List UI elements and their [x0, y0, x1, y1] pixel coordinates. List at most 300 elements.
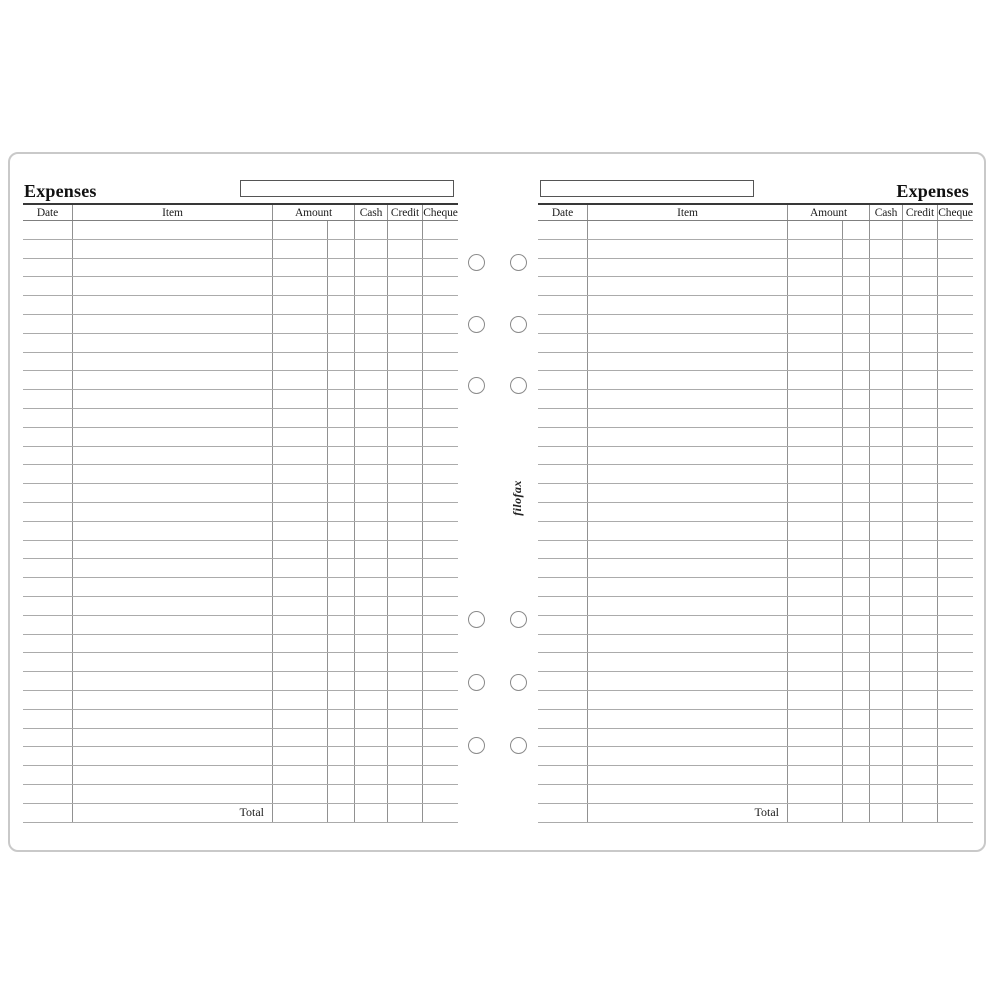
expense-cell	[788, 503, 843, 521]
expense-cell	[870, 710, 903, 728]
expense-cell	[938, 353, 973, 371]
expense-cell	[73, 390, 273, 408]
expense-cell	[870, 747, 903, 765]
expense-cell	[788, 729, 843, 747]
expense-cell	[355, 672, 388, 690]
expense-cell	[423, 484, 458, 502]
expense-cell	[23, 597, 73, 615]
expense-cell	[73, 691, 273, 709]
expense-row	[538, 785, 973, 804]
expense-cell	[273, 259, 328, 277]
expense-row	[538, 559, 973, 578]
expense-cell	[588, 484, 788, 502]
expense-cell	[538, 296, 588, 314]
expense-cell	[23, 541, 73, 559]
expense-cell	[843, 447, 870, 465]
expense-cell	[538, 428, 588, 446]
expense-cell	[388, 484, 423, 502]
expense-row	[23, 635, 458, 654]
total-credit-cell	[903, 804, 938, 822]
expense-row	[538, 578, 973, 597]
expense-cell	[388, 221, 423, 239]
expense-row	[538, 541, 973, 560]
expense-cell	[903, 371, 938, 389]
expense-cell	[903, 409, 938, 427]
expense-cell	[938, 635, 973, 653]
expense-row	[23, 259, 458, 278]
expense-cell	[903, 785, 938, 803]
expense-cell	[423, 259, 458, 277]
expense-cell	[355, 616, 388, 634]
expense-cell	[538, 691, 588, 709]
expense-cell	[423, 729, 458, 747]
col-header-credit: Credit	[388, 205, 423, 220]
expense-cell	[870, 597, 903, 615]
expense-cell	[423, 296, 458, 314]
expense-cell	[73, 522, 273, 540]
table-header	[23, 203, 458, 221]
expense-cell	[788, 240, 843, 258]
expense-cell	[538, 259, 588, 277]
expense-cell	[538, 465, 588, 483]
expense-cell	[538, 653, 588, 671]
expense-cell	[538, 353, 588, 371]
expense-cell	[355, 710, 388, 728]
expense-cell	[23, 691, 73, 709]
expense-cell	[870, 766, 903, 784]
expense-cell	[328, 672, 355, 690]
expense-cell	[903, 503, 938, 521]
expense-cell	[355, 277, 388, 295]
expense-cell	[903, 390, 938, 408]
filofax-logo: filofax	[510, 480, 524, 516]
expense-cell	[788, 277, 843, 295]
expense-cell	[73, 465, 273, 483]
expense-cell	[328, 259, 355, 277]
expense-cell	[328, 353, 355, 371]
expense-cell	[355, 729, 388, 747]
expense-cell	[273, 616, 328, 634]
expense-cell	[788, 353, 843, 371]
expense-cell	[903, 691, 938, 709]
expense-cell	[388, 729, 423, 747]
expense-cell	[73, 635, 273, 653]
expense-cell	[273, 578, 328, 596]
expense-cell	[903, 578, 938, 596]
expense-cell	[870, 785, 903, 803]
total-credit-cell	[388, 804, 423, 822]
expense-cell	[423, 334, 458, 352]
expense-cell	[788, 221, 843, 239]
expense-cell	[938, 259, 973, 277]
expense-cell	[355, 428, 388, 446]
expense-cell	[538, 616, 588, 634]
expense-cell	[903, 277, 938, 295]
expense-row	[23, 616, 458, 635]
expense-cell	[588, 353, 788, 371]
expense-cell	[870, 559, 903, 577]
expense-cell	[23, 334, 73, 352]
expense-cell	[588, 559, 788, 577]
expense-cell	[273, 409, 328, 427]
expense-cell	[355, 409, 388, 427]
expense-cell	[355, 785, 388, 803]
expense-cell	[538, 484, 588, 502]
expense-cell	[355, 296, 388, 314]
expense-cell	[328, 691, 355, 709]
expense-cell	[843, 785, 870, 803]
expense-cell	[273, 428, 328, 446]
expense-cell	[355, 559, 388, 577]
expense-cell	[788, 691, 843, 709]
expense-row	[23, 409, 458, 428]
expense-cell	[843, 428, 870, 446]
expense-cell	[388, 334, 423, 352]
expense-cell	[23, 390, 73, 408]
expense-row	[23, 766, 458, 785]
expense-row	[538, 484, 973, 503]
expense-cell	[273, 221, 328, 239]
expense-row	[538, 353, 973, 372]
expense-cell	[938, 729, 973, 747]
expense-cell	[538, 578, 588, 596]
expense-cell	[388, 409, 423, 427]
expense-cell	[538, 371, 588, 389]
expense-cell	[23, 240, 73, 258]
expense-cell	[788, 315, 843, 333]
expense-cell	[870, 259, 903, 277]
expense-cell	[538, 277, 588, 295]
expense-cell	[23, 559, 73, 577]
expense-cell	[538, 710, 588, 728]
expense-cell	[73, 428, 273, 446]
expense-cell	[328, 334, 355, 352]
expense-cell	[903, 240, 938, 258]
expense-cell	[938, 371, 973, 389]
expense-cell	[73, 710, 273, 728]
expense-cell	[388, 597, 423, 615]
expense-cell	[388, 296, 423, 314]
expense-cell	[938, 465, 973, 483]
expense-cell	[843, 240, 870, 258]
expense-cell	[843, 296, 870, 314]
expense-cell	[355, 315, 388, 333]
expense-cell	[273, 710, 328, 728]
expense-cell	[788, 465, 843, 483]
col-header-date: Date	[23, 205, 73, 220]
expense-cell	[788, 428, 843, 446]
expense-cell	[903, 597, 938, 615]
expense-cell	[328, 277, 355, 295]
expense-cell	[788, 371, 843, 389]
total-cheque-cell	[423, 804, 458, 822]
expense-cell	[388, 635, 423, 653]
expense-cell	[843, 522, 870, 540]
expense-cell	[423, 616, 458, 634]
expense-cell	[328, 315, 355, 333]
expense-cell	[843, 710, 870, 728]
expense-cell	[423, 277, 458, 295]
expense-cell	[588, 766, 788, 784]
expense-cell	[788, 390, 843, 408]
expense-cell	[588, 597, 788, 615]
expense-cell	[938, 559, 973, 577]
expense-cell	[423, 353, 458, 371]
expense-cell	[843, 729, 870, 747]
expense-cell	[355, 240, 388, 258]
page-title: Expenses	[896, 181, 969, 201]
expense-cell	[388, 428, 423, 446]
expense-cell	[328, 221, 355, 239]
expense-cell	[788, 785, 843, 803]
expense-cell	[328, 484, 355, 502]
expense-cell	[23, 710, 73, 728]
expense-cell	[23, 747, 73, 765]
col-header-cheque: Cheque	[938, 206, 973, 219]
expense-cell	[423, 428, 458, 446]
expense-cell	[588, 635, 788, 653]
expense-cell	[388, 353, 423, 371]
col-header-item: Item	[73, 205, 273, 220]
expense-cell	[423, 503, 458, 521]
expense-cell	[423, 691, 458, 709]
expense-cell	[843, 221, 870, 239]
expense-cell	[328, 503, 355, 521]
expense-cell	[870, 522, 903, 540]
expense-row	[538, 672, 973, 691]
expense-cell	[843, 653, 870, 671]
expense-cell	[355, 465, 388, 483]
expense-cell	[903, 616, 938, 634]
expense-cell	[423, 390, 458, 408]
total-item-cell	[73, 804, 273, 822]
expense-cell	[843, 353, 870, 371]
expense-cell	[588, 672, 788, 690]
expense-cell	[388, 447, 423, 465]
expense-cell	[273, 747, 328, 765]
expense-cell	[388, 503, 423, 521]
expense-cell	[73, 221, 273, 239]
expense-cell	[903, 635, 938, 653]
expense-cell	[538, 635, 588, 653]
expense-cell	[328, 541, 355, 559]
expense-cell	[73, 653, 273, 671]
expense-cell	[355, 353, 388, 371]
expense-cell	[938, 409, 973, 427]
expense-cell	[903, 710, 938, 728]
total-date-cell	[23, 804, 73, 822]
expense-cell	[843, 747, 870, 765]
expense-cell	[273, 691, 328, 709]
expense-cell	[870, 447, 903, 465]
expense-row	[23, 672, 458, 691]
col-header-credit: Credit	[903, 205, 938, 220]
expense-cell	[938, 221, 973, 239]
page-title: Expenses	[24, 181, 97, 201]
expense-cell	[73, 747, 273, 765]
expense-cell	[388, 465, 423, 483]
expense-cell	[538, 334, 588, 352]
expense-row	[538, 315, 973, 334]
expense-cell	[870, 371, 903, 389]
expense-cell	[23, 259, 73, 277]
expense-cell	[903, 428, 938, 446]
expense-cell	[23, 616, 73, 634]
expense-cell	[328, 766, 355, 784]
expense-row	[538, 503, 973, 522]
expense-cell	[388, 672, 423, 690]
expense-cell	[870, 390, 903, 408]
total-amount-cell	[788, 804, 843, 822]
expense-cell	[870, 616, 903, 634]
expense-cell	[938, 428, 973, 446]
period-entry-box[interactable]	[540, 180, 754, 197]
expense-cell	[588, 296, 788, 314]
expense-cell	[73, 578, 273, 596]
expense-cell	[903, 747, 938, 765]
expense-row	[23, 522, 458, 541]
expense-cell	[938, 691, 973, 709]
expense-cell	[73, 672, 273, 690]
expense-cell	[903, 296, 938, 314]
expense-cell	[843, 672, 870, 690]
expense-cell	[538, 785, 588, 803]
expense-row	[538, 277, 973, 296]
expense-cell	[23, 635, 73, 653]
expense-cell	[273, 240, 328, 258]
expense-cell	[73, 484, 273, 502]
expense-cell	[423, 465, 458, 483]
expense-cell	[73, 409, 273, 427]
expense-row	[23, 729, 458, 748]
expense-cell	[388, 766, 423, 784]
expense-row	[23, 390, 458, 409]
expense-cell	[788, 296, 843, 314]
total-amount-sub-cell	[328, 804, 355, 822]
expense-cell	[588, 390, 788, 408]
expense-cell	[23, 353, 73, 371]
expense-cell	[328, 710, 355, 728]
expense-cell	[870, 729, 903, 747]
expense-cell	[73, 597, 273, 615]
expense-cell	[273, 334, 328, 352]
expense-cell	[938, 597, 973, 615]
expense-cell	[423, 710, 458, 728]
expense-cell	[273, 465, 328, 483]
expense-row	[23, 371, 458, 390]
total-item-cell	[588, 804, 788, 822]
expense-row	[538, 334, 973, 353]
expense-cell	[870, 277, 903, 295]
expense-cell	[388, 315, 423, 333]
expense-cell	[23, 371, 73, 389]
expense-cell	[23, 428, 73, 446]
expense-cell	[23, 221, 73, 239]
expense-cell	[870, 409, 903, 427]
expense-cell	[870, 653, 903, 671]
expense-cell	[788, 616, 843, 634]
expense-cell	[423, 653, 458, 671]
expense-cell	[588, 616, 788, 634]
expense-cell	[843, 315, 870, 333]
expense-cell	[843, 371, 870, 389]
expense-cell	[538, 315, 588, 333]
expense-cell	[423, 409, 458, 427]
expense-cell	[73, 785, 273, 803]
period-entry-box[interactable]	[240, 180, 454, 197]
expense-cell	[388, 541, 423, 559]
expense-cell	[538, 447, 588, 465]
expense-cell	[903, 221, 938, 239]
expense-cell	[328, 409, 355, 427]
expense-cell	[423, 672, 458, 690]
expense-cell	[843, 277, 870, 295]
expense-cell	[355, 484, 388, 502]
expense-cell	[538, 766, 588, 784]
expense-cell	[938, 315, 973, 333]
expense-cell	[355, 653, 388, 671]
expense-cell	[355, 691, 388, 709]
expense-cell	[938, 484, 973, 502]
expense-cell	[538, 221, 588, 239]
expense-row	[23, 691, 458, 710]
left-page-header	[23, 178, 458, 203]
expense-cell	[870, 484, 903, 502]
expense-cell	[423, 541, 458, 559]
expense-cell	[23, 578, 73, 596]
expense-cell	[870, 691, 903, 709]
expense-cell	[273, 766, 328, 784]
expense-cell	[355, 597, 388, 615]
expense-cell	[788, 522, 843, 540]
expense-cell	[328, 729, 355, 747]
left-page	[23, 178, 458, 823]
expense-cell	[538, 747, 588, 765]
expense-cell	[870, 296, 903, 314]
expense-cell	[73, 296, 273, 314]
expense-cell	[423, 221, 458, 239]
expense-row	[538, 653, 973, 672]
total-row	[538, 804, 973, 823]
expense-row	[23, 240, 458, 259]
expense-cell	[938, 240, 973, 258]
expense-cell	[355, 635, 388, 653]
expense-cell	[328, 653, 355, 671]
expense-row	[23, 353, 458, 372]
expense-row	[538, 259, 973, 278]
expense-cell	[423, 315, 458, 333]
expense-cell	[388, 390, 423, 408]
expense-row	[23, 221, 458, 240]
expense-cell	[23, 277, 73, 295]
expense-cell	[273, 672, 328, 690]
expense-cell	[588, 541, 788, 559]
expense-row	[23, 428, 458, 447]
expense-row	[23, 785, 458, 804]
expense-cell	[355, 747, 388, 765]
expense-cell	[328, 296, 355, 314]
expense-cell	[273, 597, 328, 615]
expense-cell	[843, 334, 870, 352]
expense-cell	[903, 259, 938, 277]
expense-cell	[423, 766, 458, 784]
expense-cell	[903, 729, 938, 747]
expense-cell	[273, 315, 328, 333]
expense-cell	[938, 710, 973, 728]
expense-cell	[870, 541, 903, 559]
expense-cell	[73, 447, 273, 465]
expense-row	[538, 428, 973, 447]
